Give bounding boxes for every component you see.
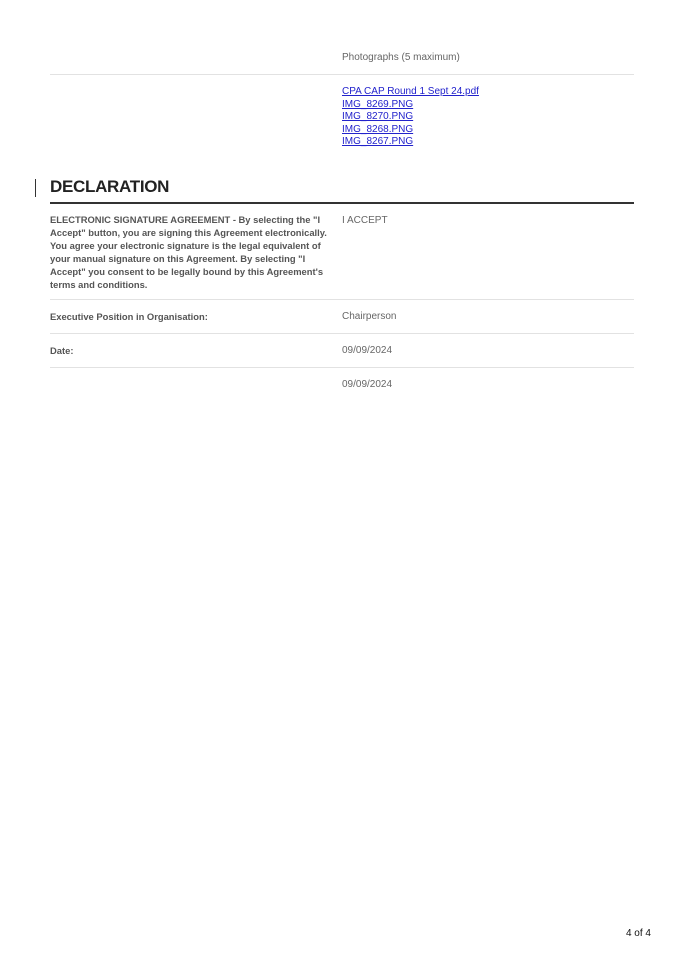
section-rule: [50, 202, 634, 204]
unlabeled-date-answer: 09/09/2024: [342, 379, 393, 390]
signature-agreement-answer: I ACCEPT: [342, 215, 388, 226]
attachment-link-img-8270[interactable]: IMG_8270.PNG: [342, 111, 414, 123]
divider: [50, 74, 634, 75]
attachment-list: [342, 86, 479, 149]
section-marker: [35, 179, 36, 197]
executive-position-answer: Chairperson: [342, 311, 397, 322]
divider: [50, 333, 634, 334]
attachment-link-img-8268[interactable]: IMG_8268.PNG: [342, 123, 414, 135]
attachment-link-pdf[interactable]: CPA CAP Round 1 Sept 24.pdf: [342, 86, 479, 97]
photographs-label: Photographs (5 maximum): [342, 52, 460, 63]
section-title: DECLARATION: [50, 177, 170, 196]
executive-position-question: Executive Position in Organisation:: [50, 311, 208, 322]
date-question: Date:: [50, 345, 74, 356]
divider: [50, 367, 634, 368]
date-answer: 09/09/2024: [342, 345, 393, 356]
attachment-link-img-8269[interactable]: IMG_8269.PNG: [342, 98, 414, 110]
attachment-link-img-8267[interactable]: IMG_8267.PNG: [342, 136, 414, 148]
signature-agreement-question: ELECTRONIC SIGNATURE AGREEMENT - By selecting the "I Accept" button, you are signing this Agreement electronically. You agree your electronic signature is the legal equivalent of your manual signature on this Agreement. By selecting "I Accept" you consent to be legally bound by this Agreement's terms and conditions.: [50, 214, 327, 290]
divider: [50, 299, 634, 300]
page-number: 4 of 4: [625, 928, 651, 939]
